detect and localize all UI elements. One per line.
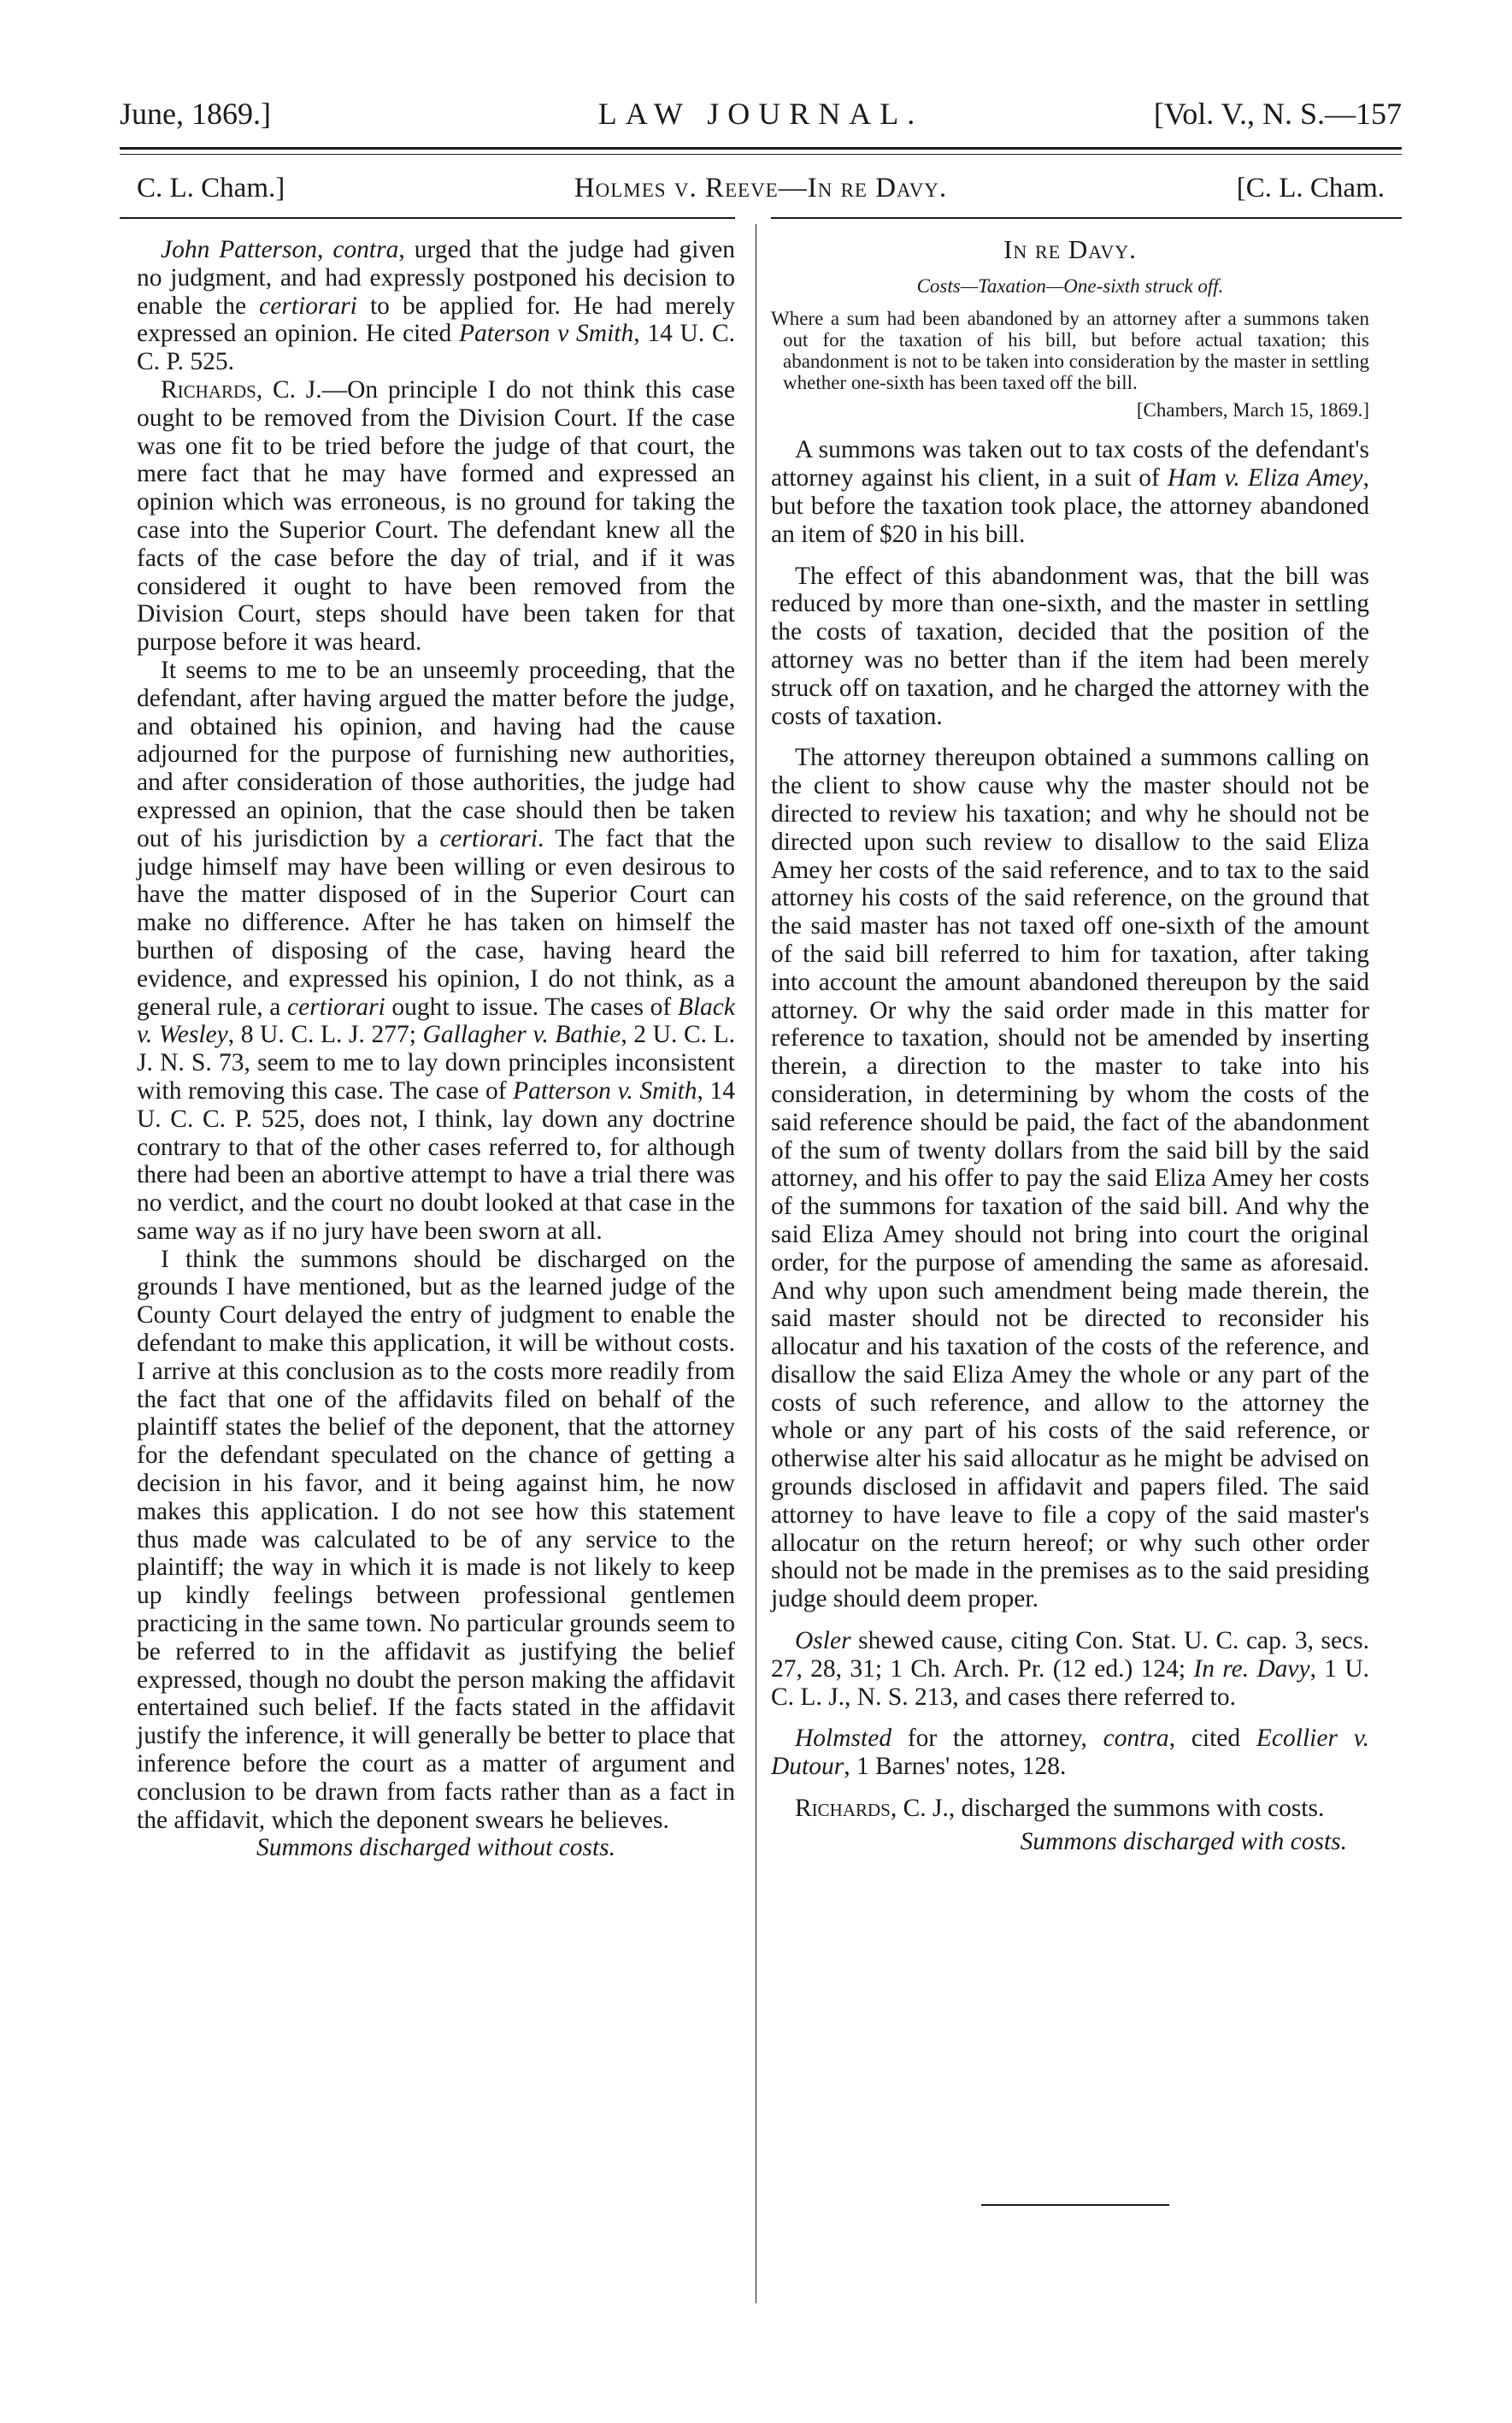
subheader-rule-left	[120, 217, 735, 219]
case-citation: Paterson v Smith	[459, 320, 634, 348]
contra-term: contra	[1103, 1724, 1169, 1753]
counsel-name: Osler	[795, 1627, 851, 1655]
contra-term: contra	[332, 236, 399, 263]
paragraph-cause-shown	[771, 1627, 1369, 1711]
text-span: , C. J., discharged the summons with costs.	[890, 1795, 1325, 1823]
paragraph-judgment-2	[137, 657, 735, 1246]
headnote: Where a sum had been abandoned by an attorney after a summons taken out for the taxation of his bill, but before actual taxation; this abandonment is not to be taken into consideration by the master in settling whether one-sixth has been taxed off the bill.	[771, 307, 1369, 393]
case-line: Holmes v. Reeve—In re Davy.	[574, 173, 948, 203]
disposition: Summons discharged with costs.	[1020, 1827, 1347, 1855]
certiorari-term: certiorari	[439, 824, 538, 852]
case-citation: Ham v. Eliza Amey	[1167, 464, 1363, 492]
case-header	[137, 173, 1385, 212]
judge-name: Richards	[161, 375, 256, 404]
text-span: , urged that the judge had given no judgment, and had expressly postponed his decision to enable the	[137, 236, 736, 320]
paragraph-decision	[771, 1795, 1369, 1823]
text-span: , 1 U. C. L. J., N. S. 213, and cases there referred to.	[771, 1654, 1370, 1711]
case-citation: Black v. Wesley	[137, 993, 735, 1049]
judge-name: Richards	[795, 1795, 891, 1823]
paragraph-judgment-3: I think the summons should be discharged on the grounds I have mentioned, but as the learned judge of the County Court delayed the entry of judgment to enable the defendant to make this application, it will be without costs. I arrive at this conclusion as to the costs more readily from the fact that one of the affidavits filed on behalf of the plaintiff states the belief of the deponent, that the attorney for the defendant speculated on the chance of getting a decision in his favor, and it being against him, he now makes this application. I do not see how this statement thus made was calculated to be of any service to the plaintiff; the way in which it is made is not likely to keep up kindly feelings between professional gentlemen practicing in the same town. No particular grounds seem to be referred to in the affidavit as justifying the belief expressed, though no doubt the person making the affidavit entertained such belief. If the facts stated in the affidavit justify the inference, it will generally be better to place that inference before the court as a matter of argument and conclusion to be drawn from facts rather than as a fact in the affidavit, which the deponent swears he believes.	[137, 1245, 735, 1834]
text-span: , C. J.—On principle I do not think this case ought to be removed from the Division Court. If the case was one fit to be tried before the judge of that court, the mere fact that he may have formed and expressed an opinion which was erroneous, is no ground for taking the case into the Superior Court. The defendant knew all the facts of the case before the day of trial, and if it was considered it ought to have been removed from the Division Court, steps should have been taken for that purpose before it was heard.	[137, 375, 735, 657]
case-citation: Gallagher v. Bathie	[422, 1021, 621, 1049]
text-span: , 14 U. C. C. P. 525.	[137, 320, 736, 376]
journal-title: LAW JOURNAL.	[597, 97, 924, 131]
paragraph-effect: The effect of this abandonment was, that the bill was reduced by more than one-sixth, and the master in settling the costs of taxation, decided that the position of the attorney was no better than if the item had been merely struck off on taxation, and he charged the attorney with the costs of taxation.	[771, 562, 1369, 730]
volume-page-number: [Vol. V., N. S.—157	[1153, 97, 1402, 131]
certiorari-term: certiorari	[287, 993, 385, 1021]
case-citation: Patterson v. Smith	[513, 1076, 697, 1105]
header-rule-thin	[120, 154, 1402, 155]
subheader-rule-right	[771, 217, 1402, 219]
paragraph-summons: The attorney thereupon obtained a summons calling on the client to show cause why the master should not be directed to review his taxation; and why he should not be directed upon such review to disallow to the said Eliza Amey her costs of the said reference, and to tax to the said attorney his costs of the said reference, on the ground that the said master has not taxed off one-sixth of the amount of the said bill referred to him for taxation, after taking into account the amount abandoned thereupon by the said attorney. Or why the said order made in this matter for reference to taxation, should not be amended by inserting therein, a direction to the master to take into his consideration, in determining by whom the costs of the said reference should be paid, the fact of the abandonment of the sum of twenty dollars from the said bill by the said attorney, and his offer to pay the said Eliza Amey her costs of the summons for taxation of the said bill. And why the said Eliza Amey should not bring into court the original order, for the purpose of amending the same as aforesaid. And why upon such amendment being made therein, the said master should not be directed to reconsider his allocatur and his taxation of the costs of the reference, and disallow the said Eliza Amey the whole or any part of the costs of such reference, and allow to the attorney the whole or any part of his costs of the said reference, or otherwise alter his said allocatur as he might be advised on grounds disclosed in affidavit and papers filed. The said attorney to have leave to file a copy of the said master's allocatur on the return hereof; or why such other order should not be made in the premises as to the said presiding judge should deem proper.	[771, 744, 1369, 1613]
left-column	[137, 236, 735, 1862]
issue-date: June, 1869.]	[120, 97, 271, 131]
text-span: , cited	[1168, 1724, 1256, 1753]
right-column	[771, 236, 1369, 1870]
case-subtitle: Costs—Taxation—One-sixth struck off.	[916, 274, 1224, 297]
chambers-date: [Chambers, March 15, 1869.]	[1136, 398, 1369, 421]
text-span: , 1 Barnes' notes, 128.	[844, 1753, 1067, 1781]
text-span: . The fact that the judge himself may have been willing or even desirous to have the matter disposed of in the Superior Court can make no difference. After he has taken on himself the burthen of disposing of the case, having heard the evidence, and expressed his opinion, I do not think, as a general rule, a	[137, 824, 736, 1021]
counsel-name: Holmsted	[795, 1724, 892, 1753]
text-span: , 2 U. C. L. J. N. S. 73, seem to me to lay down principles inconsistent with removing this case. The case of	[137, 1021, 735, 1105]
court-label-right: [C. L. Cham.	[1236, 173, 1385, 203]
case-citation: Ecollier v. Dutour	[771, 1724, 1369, 1781]
running-head	[120, 96, 1402, 140]
end-rule	[981, 2204, 1169, 2206]
text-span: , but before the taxation took place, the attorney abandoned an item of $20 in his bill.	[771, 464, 1369, 548]
header-rule	[120, 147, 1402, 150]
text-span: for the attorney,	[891, 1724, 1103, 1753]
text-span: to be applied for. He had merely expressed an opinion. He cited	[137, 292, 735, 348]
text-span: A summons was taken out to tax costs of the defendant's attorney against his client, in a suit of	[771, 436, 1369, 492]
text-span: shewed cause, citing Con. Stat. U. C. cap. 3, secs. 27, 28, 31; 1 Ch. Arch. Pr. (12 ed.) 124;	[771, 1627, 1369, 1683]
paragraph-contra	[771, 1724, 1369, 1781]
counsel-name: John Patterson	[161, 236, 318, 263]
paragraph-judgment	[137, 376, 735, 657]
paragraph-counsel-argument: John Patterson, contra, urged that the judge had given no judgment, and had expressly postponed his decision to enable the certiorari to be applied for. He had merely expressed an opinion. He cited Paterson v Smith, 14 U. C. C. P. 525.	[137, 236, 736, 376]
disposition: Summons discharged without costs.	[256, 1834, 616, 1862]
paragraph-facts	[771, 436, 1369, 548]
court-label-left: C. L. Cham.]	[137, 173, 285, 203]
certiorari-term: certiorari	[259, 292, 357, 320]
case-citation: In re. Davy	[1193, 1654, 1310, 1683]
text-span: ought to issue. The cases of	[385, 993, 678, 1021]
text-span: , 14 U. C. C. P. 525, does not, I think, lay down any doctrine contrary to that of the other cases referred to, for although there had been an abortive attempt to have a trial there was no verdict, and the court no doubt looked at that case in the same way as if no jury have been sworn at all.	[137, 1076, 735, 1245]
text-span: , 8 U. C. L. J. 277;	[227, 1021, 423, 1049]
text-span: It seems to me to be an unseemly proceeding, that the defendant, after having argued the matter before the judge, and obtained his opinion, and having had the cause adjourned for the purpose of furnishing new authorities, and after consideration of those authorities, the judge had expressed an opinion, that the case should then be taken out of his jurisdiction by a	[137, 656, 735, 852]
case-title: In re Davy.	[1003, 234, 1137, 264]
